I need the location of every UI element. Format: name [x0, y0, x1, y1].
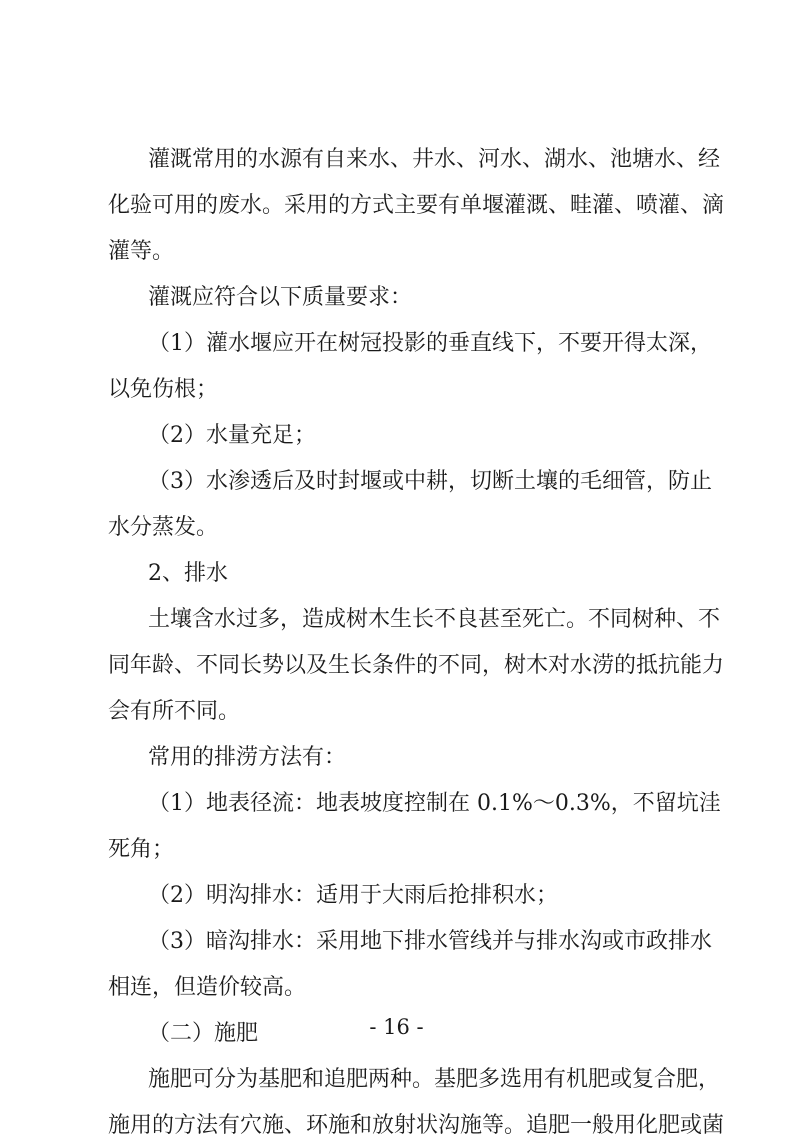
text-line: 施肥可分为基肥和追肥两种。基肥多选用有机肥或复合肥，	[148, 1067, 721, 1092]
text-line: 常用的排涝方法有：	[148, 745, 347, 770]
text-line: （1）灌水堰应开在树冠投影的垂直线下，不要开得太深，	[148, 331, 712, 356]
text-line: 相连，但造价较高。	[108, 975, 307, 1000]
text-line: 水分蒸发。	[108, 515, 219, 540]
page-number: - 16 -	[369, 1015, 424, 1039]
text-line: （2）明沟排水：适用于大雨后抢排积水；	[148, 883, 558, 908]
section-heading: 2、排水	[148, 561, 228, 586]
text-line: 同年龄、不同长势以及生长条件的不同，树木对水涝的抵抗能力	[108, 653, 725, 678]
text-line: 会有所不同。	[108, 699, 241, 724]
text-line: （3）水渗透后及时封堰或中耕，切断土壤的毛细管，防止	[148, 469, 712, 494]
text-line: （2）水量充足；	[148, 423, 316, 448]
text-line: （1）地表径流：地表坡度控制在 0.1%～0.3%，不留坑洼	[148, 791, 721, 816]
text-line: 灌等。	[108, 239, 175, 264]
text-line: 土壤含水过多，造成树木生长不良甚至死亡。不同树种、不	[148, 607, 721, 632]
text-line: 灌溉应符合以下质量要求：	[148, 285, 413, 310]
text-line: （3）暗沟排水：采用地下排水管线并与排水沟或市政排水	[148, 929, 712, 954]
text-line: 灌溉常用的水源有自来水、井水、河水、湖水、池塘水、经	[148, 147, 721, 172]
section-heading: （二）施肥	[148, 1021, 259, 1046]
text-line: 死角；	[108, 837, 175, 862]
text-line: 施用的方法有穴施、环施和放射状沟施等。追肥一般用化肥或菌	[108, 1113, 725, 1138]
text-line: 以免伤根；	[108, 377, 219, 402]
text-line: 化验可用的废水。采用的方式主要有单堰灌溉、畦灌、喷灌、滴	[108, 193, 725, 218]
